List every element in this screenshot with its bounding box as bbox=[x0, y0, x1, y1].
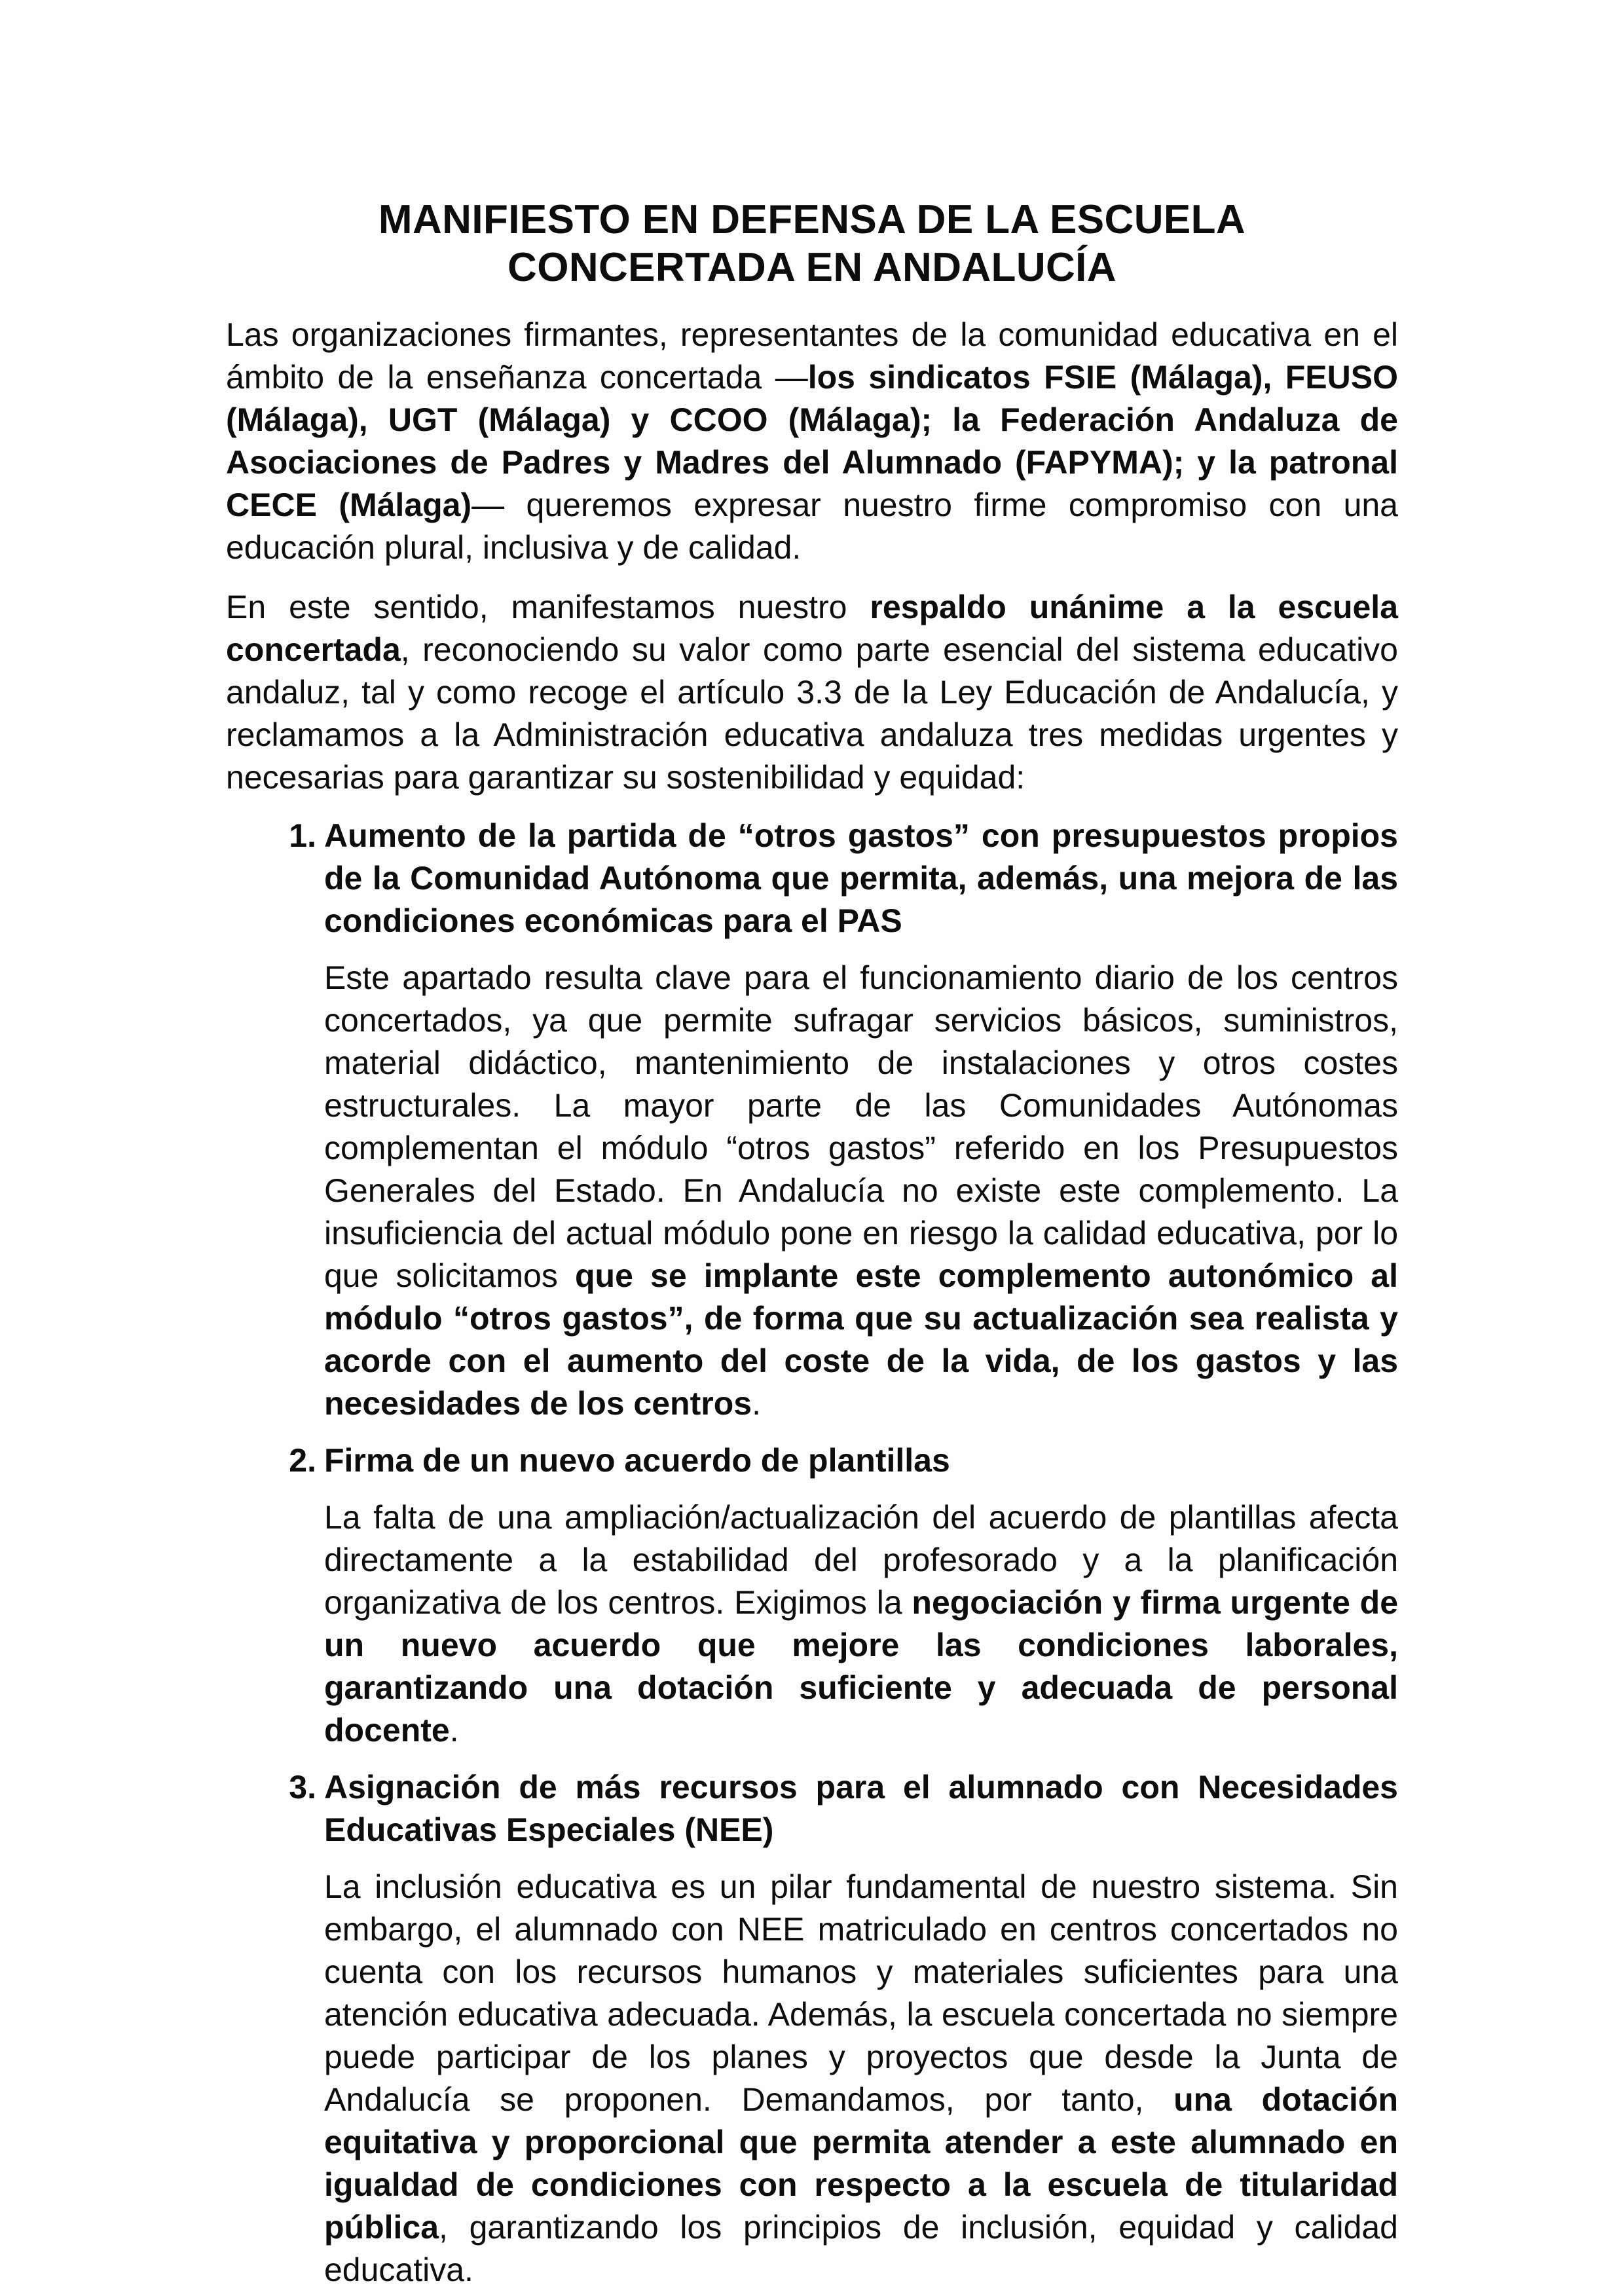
statement-text-part-1: En este sentido, manifestamos nuestro bbox=[226, 589, 870, 626]
list-item-body-bold: una dotación equitativa y proporcional que permita atender a este alumnado en igualdad de condiciones con respecto a la escuela de titularidad pública bbox=[324, 2081, 1399, 2246]
list-item-body-part-2: . bbox=[449, 1712, 459, 1749]
list-item bbox=[226, 815, 1398, 1425]
list-item-body bbox=[324, 1496, 1398, 1752]
page-title-line-2: CONCERTADA EN ANDALUCÍA bbox=[507, 244, 1116, 290]
intro-text-part-2: — queremos expresar nuestro firme compromiso con una educación plural, inclusiva y de calidad. bbox=[226, 487, 1398, 566]
list-item-body bbox=[324, 1866, 1398, 2291]
list-item-body-part-2: , garantizando los principios de inclusión, equidad y calidad educativa. bbox=[324, 2209, 1398, 2289]
list-item-heading: Firma de un nuevo acuerdo de plantillas bbox=[324, 1442, 950, 1479]
page-title bbox=[226, 196, 1398, 291]
list-item-body-bold: que se implante este complemento autonómico al módulo “otros gastos”, de forma que su actualización sea realista y acorde con el aumento del coste de la vida, de los gastos y las necesidades de los centros bbox=[324, 1257, 1399, 1422]
list-item-number: 3. bbox=[289, 1769, 316, 1806]
page-title-line-1: MANIFIESTO EN DEFENSA DE LA ESCUELA bbox=[378, 197, 1246, 242]
demands-list bbox=[226, 815, 1398, 2291]
list-item-body-part-2: . bbox=[752, 1385, 761, 1422]
statement-text-part-2: , reconociendo su valor como parte esencial del sistema educativo andaluz, tal y como recoge el artículo 3.3 de la Ley Educación de Andalucía, y reclamamos a la Administración educativa andaluza tres medidas urgentes y necesarias para garantizar su sostenibilidad y equidad: bbox=[226, 631, 1398, 796]
list-item bbox=[226, 1766, 1398, 2291]
list-item-number: 1. bbox=[289, 817, 316, 855]
intro-paragraph bbox=[226, 314, 1398, 569]
list-item-body-part-1: Este apartado resulta clave para el funcionamiento diario de los centros concertados, ya que permite sufragar servicios básicos, suministros, material didáctico, mantenimiento de instalaciones y otros costes estructurales. La mayor parte de las Comunidades Autónomas complementan el módulo “otros gastos” referido en los Presupuestos Generales del Estado. En Andalucía no existe este complemento. La insuficiencia del actual módulo pone en riesgo la calidad educativa, por lo que solicitamos bbox=[324, 959, 1398, 1295]
document-content bbox=[226, 196, 1398, 2296]
list-item bbox=[226, 1439, 1398, 1752]
intro-text-part-1: Las organizaciones firmantes, representantes de la comunidad educativa en el ámbito de la enseñanza concertada — bbox=[226, 316, 1398, 396]
list-item-body-part-1: La inclusión educativa es un pilar fundamental de nuestro sistema. Sin embargo, el alumnado con NEE matriculado en centros concertados no cuenta con los recursos humanos y materiales suficientes para una atención educativa adecuada. Además, la escuela concertada no siempre puede participar de los planes y proyectos que desde la Junta de Andalucía se proponen. Demandamos, por tanto, bbox=[324, 1868, 1398, 2119]
list-item-body bbox=[324, 957, 1398, 1425]
statement-paragraph bbox=[226, 586, 1398, 799]
list-item-body-bold: negociación y firma urgente de un nuevo acuerdo que mejore las condiciones laborales, garantizando una dotación suficiente y adecuada de personal docente bbox=[324, 1584, 1399, 1749]
list-item-body-part-1: La falta de una ampliación/actualización del acuerdo de plantillas afecta directamente a la estabilidad del profesorado y a la planificación organizativa de los centros. Exigimos la bbox=[324, 1499, 1398, 1621]
statement-support-bold: respaldo unánime a la escuela concertada bbox=[226, 589, 1398, 669]
list-item-number: 2. bbox=[289, 1442, 316, 1479]
list-item-heading: Aumento de la partida de “otros gastos” con presupuestos propios de la Comunidad Autónoma que permita, además, una mejora de las condiciones económicas para el PAS bbox=[324, 817, 1398, 940]
intro-signatories-bold: los sindicatos FSIE (Málaga), FEUSO (Málaga), UGT (Málaga) y CCOO (Málaga); la Federación Andaluza de Asociaciones de Padres y Madres del Alumnado (FAPYMA); y la patronal CECE (Málaga) bbox=[226, 359, 1399, 524]
list-item-heading: Asignación de más recursos para el alumnado con Necesidades Educativas Especiales (NEE) bbox=[324, 1769, 1398, 1849]
